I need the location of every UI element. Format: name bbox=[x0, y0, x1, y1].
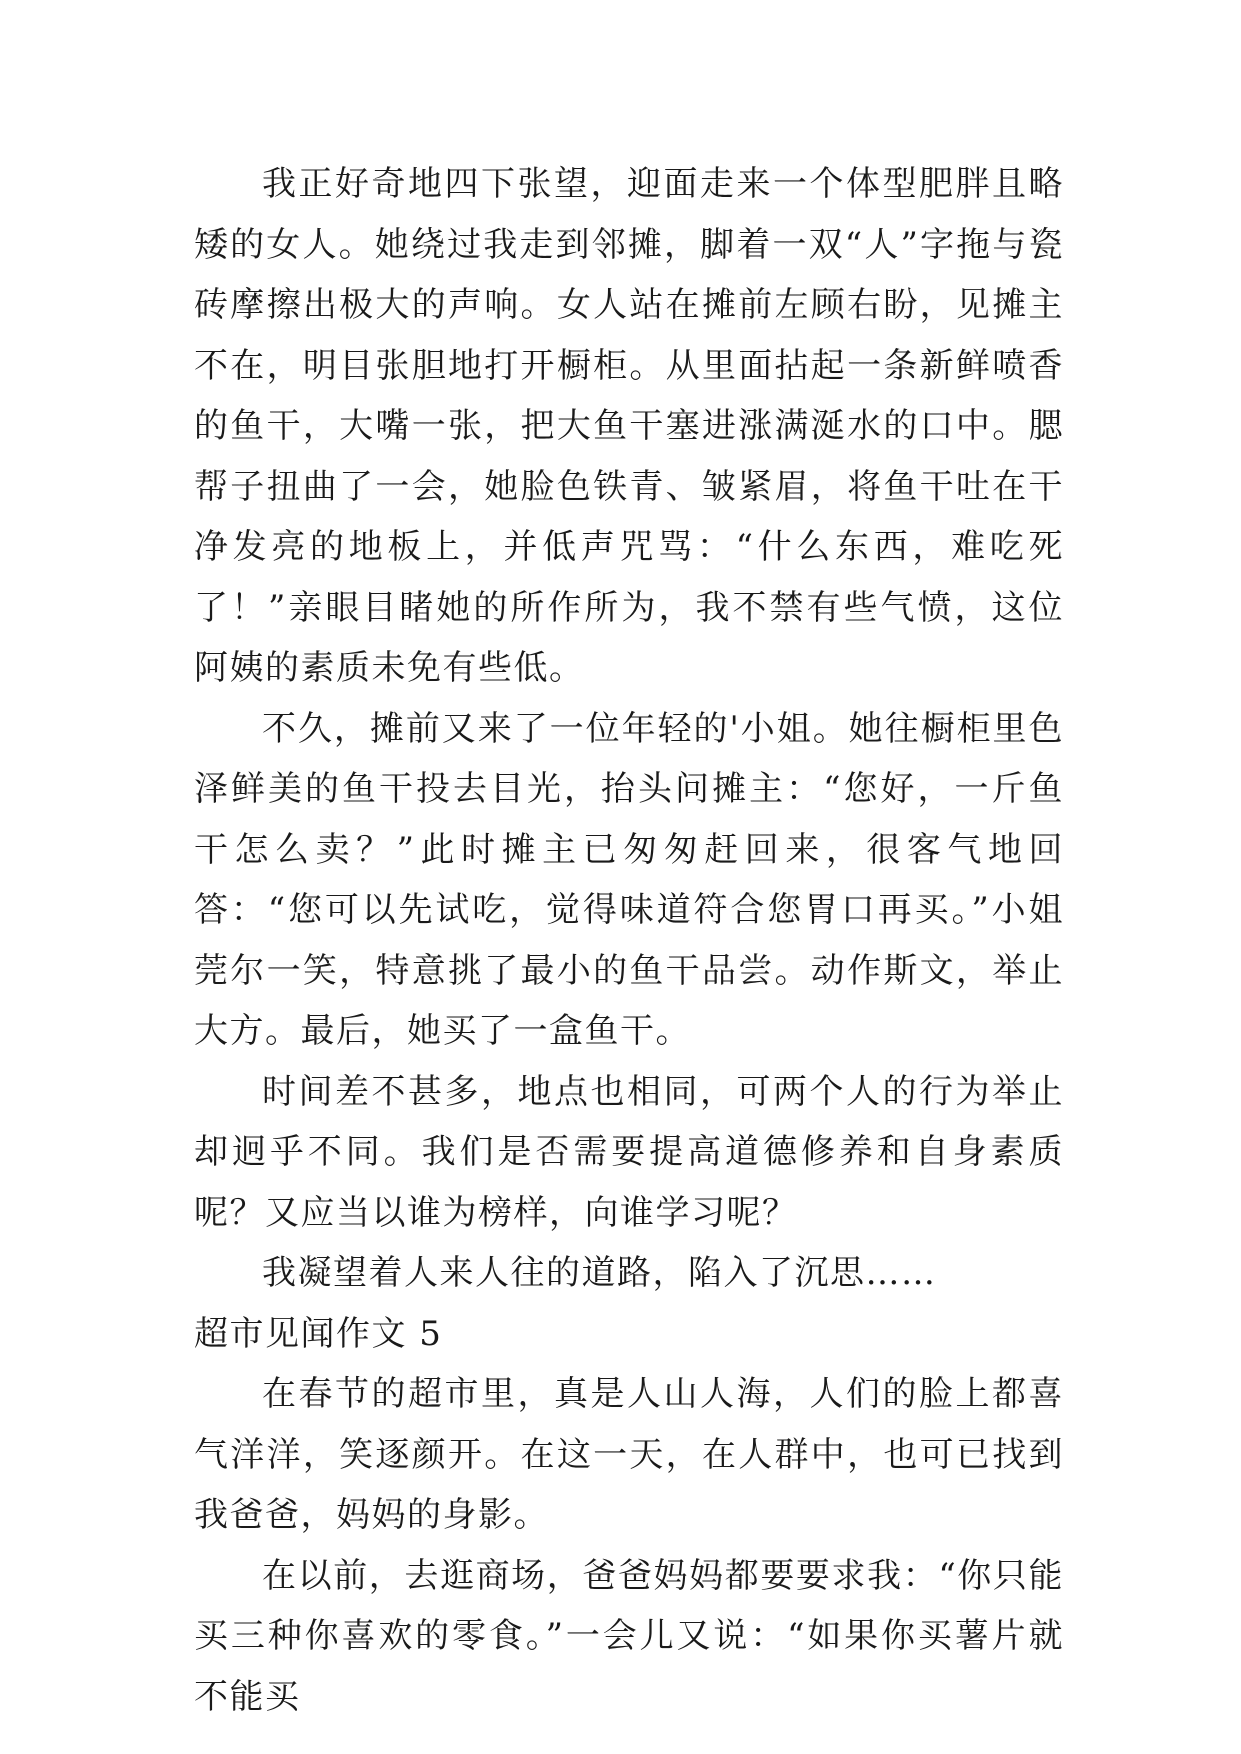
document-body bbox=[194, 154, 1064, 1727]
paragraph-reflection: 时间差不甚多，地点也相同，可两个人的行为举止却迥乎不同。我们是否需要提高道德修养和自身素质呢？又应当以谁为榜样，向谁学习呢？ bbox=[194, 1071, 1064, 1233]
paragraph-contemplation: 我凝望着人来人往的道路，陷入了沉思…… bbox=[262, 1253, 937, 1293]
paragraph-shopping-rules: 在以前，去逛商场，爸爸妈妈都要要求我：“你只能买三种你喜欢的零食。”一会儿又说：“如果你买薯片就不能买 bbox=[194, 1555, 1064, 1717]
paragraph-fat-woman: 我正好奇地四下张望，迎面走来一个体型肥胖且略矮的女人。她绕过我走到邻摊，脚着一双“人”字拖与瓷砖摩擦出极大的声响。女人站在摊前左顾右盼，见摊主不在，明目张胆地打开橱柜。从里面拈起一条新鲜喷香的鱼干，大嘴一张，把大鱼干塞进涨满涎水的口中。腮帮子扭曲了一会，她脸色铁青、皱紧眉，将鱼干吐在干净发亮的地板上，并低声咒骂：“什么东西，难吃死了！”亲眼目睹她的所作所为，我不禁有些气愤，这位阿姨的素质未免有些低。 bbox=[194, 164, 1064, 688]
section-title: 超市见闻作文 5 bbox=[194, 1313, 443, 1354]
paragraph-spring-festival: 在春节的超市里，真是人山人海，人们的脸上都喜气洋洋，笑逐颜开。在这一天，在人群中，也可已找到我爸爸，妈妈的身影。 bbox=[194, 1374, 1064, 1535]
paragraph-young-lady: 不久，摊前又来了一位年轻的'小姐。她往橱柜里色泽鲜美的鱼干投去目光，抬头问摊主：“您好，一斤鱼干怎么卖？”此时摊主已匆匆赶回来，很客气地回答：“您可以先试吃，觉得味道符合您胃口再买。”小姐莞尔一笑，特意挑了最小的鱼干品尝。动作斯文，举止大方。最后，她买了一盒鱼干。 bbox=[194, 708, 1064, 1051]
